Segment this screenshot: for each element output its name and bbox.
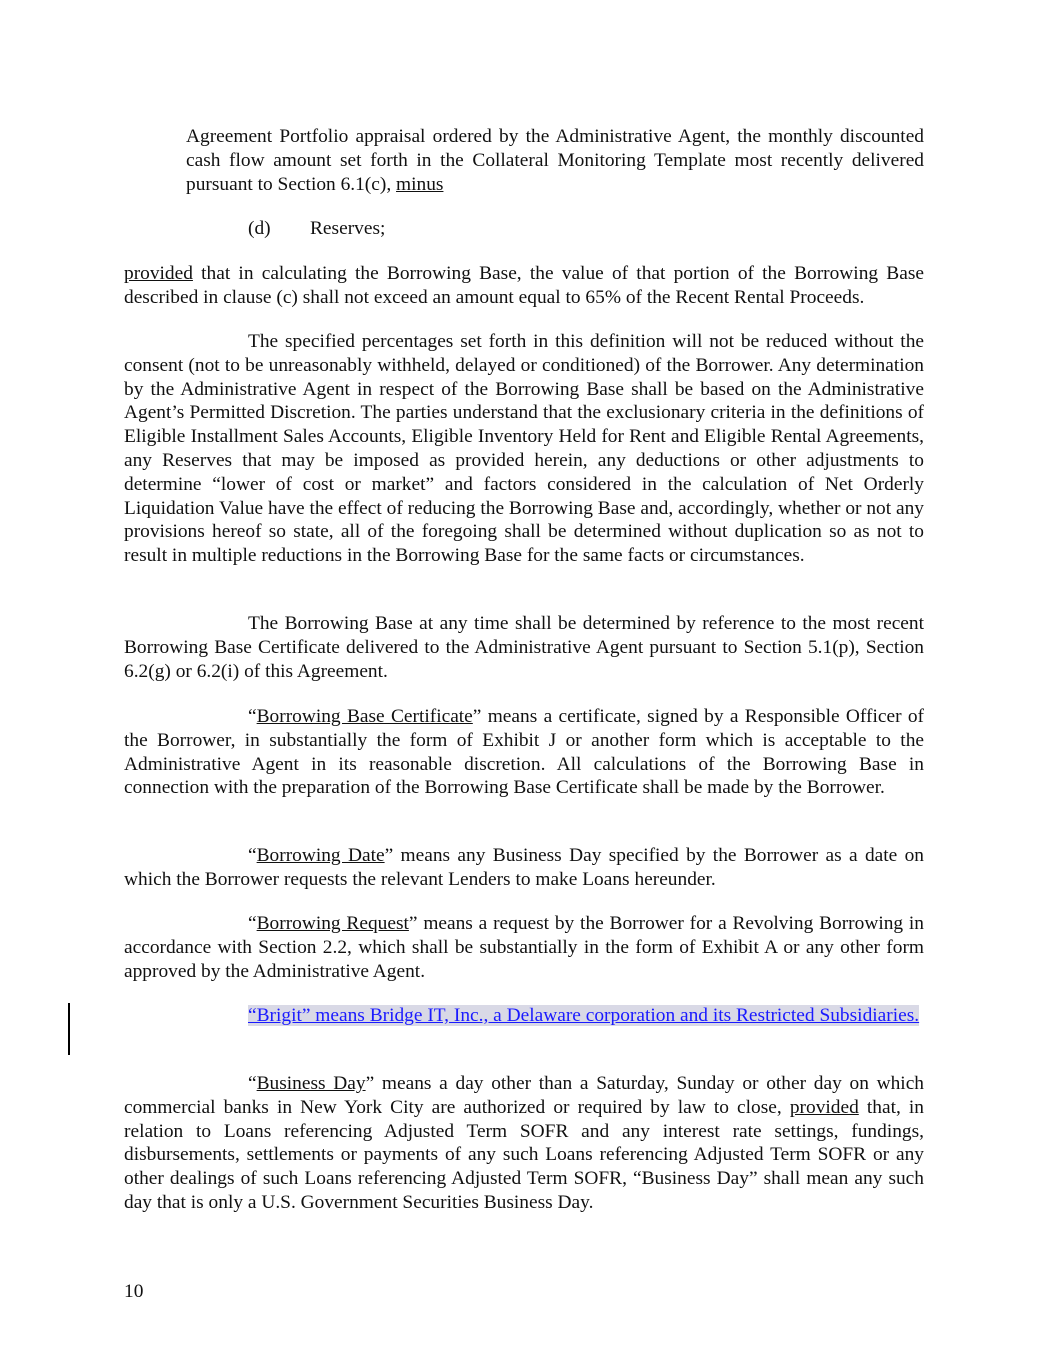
- definition-text: ” means any Business Day specified by the Borrower as a date on which the Borrower requests the relevant Lenders to make Loans hereunder.: [124, 845, 924, 890]
- definition-text: ” means a request by the Borrower for a Revolving Borrowing in accordance with Section 2.2, which shall be substantially in the form of Exhibit A or any other form approved by the Administrative Agent.: [124, 913, 924, 982]
- clause-d-text: Reserves;: [310, 218, 386, 239]
- provided-term: provided: [789, 1096, 859, 1118]
- paragraph-appraisal-continuation: [186, 125, 924, 196]
- defined-term-business-day: Business Day: [256, 1073, 366, 1094]
- definition-text-continued: that, in relation to Loans referencing Adjusted Term SOFR and any interest rate settings, fundings, disbursements, settlements or payments of any such Loans referencing Adjusted Term SOFR or any other dealings of such Loans referencing Adjusted Term SOFR, “Business Day” shall mean any such day that is only a U.S. Government Securities Business Day.: [124, 1096, 924, 1213]
- definition-borrowing-date: “Borrowing Date” means any Business Day specified by the Borrower as a date on which the Borrower requests the relevant Lenders to make Loans hereunder.: [124, 845, 924, 890]
- paragraph-specified-percentages: [124, 330, 924, 568]
- defined-term-borrowing-base-certificate: Borrowing Base Certificate: [256, 706, 473, 727]
- defined-term-borrowing-request: Borrowing Request: [256, 913, 409, 934]
- provided-term: provided: [124, 263, 193, 284]
- definition-business-day: “Business Day” means a day other than a Saturday, Sunday or other day on which commercial banks in New York City are authorized or required by law to close, provided that, in relation to Loans referencing Adjusted Term SOFR and any interest rate settings, fundings, disbursements, settlements or payments of any such Loans referencing Adjusted Term SOFR or any other dealings of such Loans referencing Adjusted Term SOFR, “Business Day” shall mean any such day that is only a U.S. Government Securities Business Day.: [124, 1073, 924, 1213]
- paragraph-borrowing-base-determination: [124, 612, 924, 683]
- clause-d: [248, 217, 385, 241]
- definition-borrowing-request: “Borrowing Request” means a request by the Borrower for a Revolving Borrowing in accordance with Section 2.2, which shall be substantially in the form of Exhibit A or any other form approved by the Administrative Agent.: [124, 913, 924, 982]
- specified-percentages-text: The specified percentages set forth in this definition will not be reduced without the consent (not to be unreasonably withheld, delayed or conditioned) of the Borrower. Any determination by the Administrative Agent in respect of the Borrowing Base shall be based on the Administrative Agent’s Permitted Discretion. The parties understand that the exclusionary criteria in the definitions of Eligible Installment Sales Accounts, Eligible Inventory Held for Rent and Eligible Rental Agreements, any Reserves that may be imposed as provided herein, any deductions or other adjustments to determine “lower of cost or market” and factors considered in the calculation of Net Orderly Liquidation Value have the effect of reducing the Borrowing Base and, accordingly, whether or not any provisions hereof so state, all of the foregoing shall be determined without duplication so as not to result in multiple reductions in the Borrowing Base for the same facts or circumstances.: [124, 331, 924, 567]
- revision-change-bar: [68, 1003, 70, 1055]
- page-number: 10: [124, 1281, 144, 1302]
- paragraph-proviso: [124, 262, 924, 310]
- inserted-text-brigit[interactable]: “Brigit” means Bridge IT, Inc., a Delaware corporation and its Restricted Subsidiaries.: [248, 1005, 920, 1026]
- proviso-text: that in calculating the Borrowing Base, the value of that portion of the Borrowing Base described in clause (c) shall not exceed an amount equal to 65% of the Recent Rental Proceeds.: [124, 263, 924, 308]
- clause-d-label: (d): [248, 218, 271, 239]
- definition-brigit-insertion: [124, 1004, 924, 1028]
- appraisal-text: Agreement Portfolio appraisal ordered by the Administrative Agent, the monthly discounted cash flow amount set forth in the Collateral Monitoring Template most recently delivered pursuant to Section 6.1(c),: [186, 126, 924, 195]
- definition-text: ” means a certificate, signed by a Responsible Officer of the Borrower, in substantially the form of Exhibit J or another form which is acceptable to the Administrative Agent in its reasonable discretion. All calculations of the Borrowing Base in connection with the preparation of the Borrowing Base Certificate shall be made by the Borrower.: [124, 706, 924, 799]
- definition-borrowing-base-certificate: “Borrowing Base Certificate” means a certificate, signed by a Responsible Officer of the Borrower, in substantially the form of Exhibit J or another form which is acceptable to the Administrative Agent in its reasonable discretion. All calculations of the Borrowing Base in connection with the preparation of the Borrowing Base Certificate shall be made by the Borrower.: [124, 706, 924, 799]
- minus-term: minus: [396, 173, 444, 195]
- determination-text: The Borrowing Base at any time shall be determined by reference to the most recent Borrowing Base Certificate delivered to the Administrative Agent pursuant to Section 5.1(p), Section 6.2(g) or 6.2(i) of this Agreement.: [124, 613, 924, 682]
- defined-term-borrowing-date: Borrowing Date: [256, 845, 385, 866]
- definition-text: ” means a day other than a Saturday, Sunday or other day on which commercial banks in New York City are authorized or required by law to close,: [124, 1073, 924, 1118]
